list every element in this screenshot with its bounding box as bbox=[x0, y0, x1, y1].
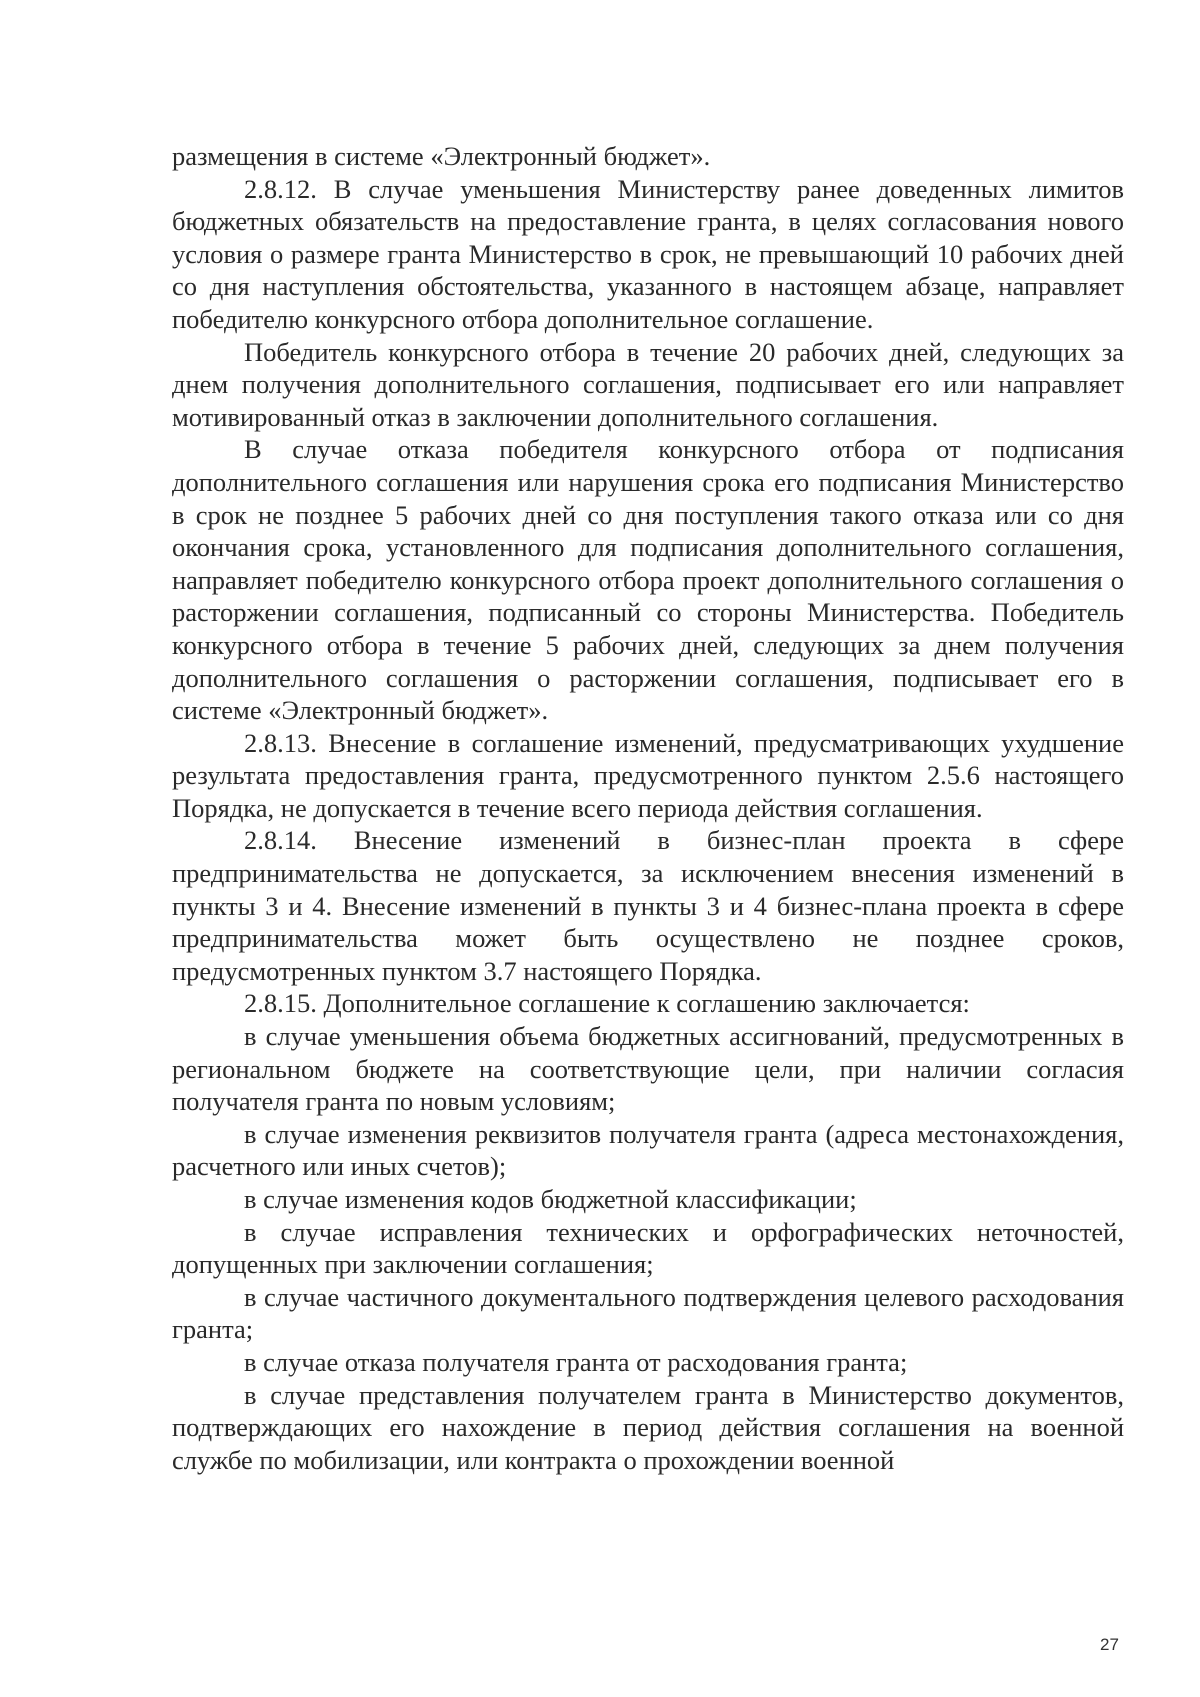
list-item-refusal-spending: в случае отказа получателя гранта от расходования гранта; bbox=[244, 1346, 908, 1377]
paragraph-refusal-case: В случае отказа победителя конкурсного отбора от подписания дополнительного соглашения или нарушения срока его подписания Министерство в срок не позднее 5 рабочих дней со дня поступления такого отказа или со дня окончания срока, установленного для подписания дополнительного соглашения, направляет победителю конкурсного отбора проект дополнительного соглашения о расторжении соглашения, подписанный со стороны Министерства. Победитель конкурсного отбора в течение 5 рабочих дней, следующих за днем получения дополнительного соглашения о расторжении соглашения, подписывает его в системе «Электронный бюджет». bbox=[172, 434, 1124, 726]
list-item-partial-confirmation: в случае частичного документального подтверждения целевого расходования гранта; bbox=[172, 1281, 1124, 1345]
paragraph-2-8-13: 2.8.13. Внесение в соглашение изменений, предусматривающих ухудшение результата предоставления гранта, предусмотренного пунктом 2.5.6 настоящего Порядка, не допускается в течение всего периода действия соглашения. bbox=[172, 727, 1124, 823]
paragraph-winner-signing: Победитель конкурсного отбора в течение 20 рабочих дней, следующих за днем получения дополнительного соглашения, подписывает его или направляет мотивированный отказ в заключении дополнительного соглашения. bbox=[172, 336, 1124, 432]
paragraph-2-8-12: 2.8.12. В случае уменьшения Министерству ранее доведенных лимитов бюджетных обязательств на предоставление гранта, в целях согласования нового условия о размере гранта Министерство в срок, не превышающий 10 рабочих дней со дня наступления обстоятельства, указанного в настоящем абзаце, направляет победителю конкурсного отбора дополнительное соглашение. bbox=[172, 173, 1124, 334]
paragraph-2-8-14: 2.8.14. Внесение изменений в бизнес-план проекта в сфере предпринимательства не допускается, за исключением внесения изменений в пункты 3 и 4. Внесение изменений в пункты 3 и 4 бизнес-плана проекта в сфере предпринимательства может быть осуществлено не позднее сроков, предусмотренных пунктом 3.7 настоящего Порядка. bbox=[172, 825, 1124, 986]
paragraph-2-8-15: 2.8.15. Дополнительное соглашение к соглашению заключается: bbox=[244, 988, 970, 1019]
list-item-requisites-change: в случае изменения реквизитов получателя гранта (адреса местонахождения, расчетного или иных счетов); bbox=[172, 1118, 1124, 1182]
paragraph-continuation: размещения в системе «Электронный бюджет». bbox=[172, 141, 711, 171]
page-number: 27 bbox=[1100, 1635, 1119, 1654]
list-item-corrections: в случае исправления технических и орфографических неточностей, допущенных при заключении соглашения; bbox=[172, 1216, 1124, 1280]
list-item-budget-reduction: в случае уменьшения объема бюджетных ассигнований, предусмотренных в региональном бюджете на соответствующие цели, при наличии согласия получателя гранта по новым условиям; bbox=[172, 1021, 1124, 1117]
list-item-budget-codes: в случае изменения кодов бюджетной классификации; bbox=[244, 1184, 857, 1214]
list-item-military-service: в случае представления получателем гранта в Министерство документов, подтверждающих его нахождение в период действия соглашения на военной службе по мобилизации, или контракта о прохождении военной bbox=[172, 1379, 1124, 1475]
document-body bbox=[172, 140, 1124, 1476]
